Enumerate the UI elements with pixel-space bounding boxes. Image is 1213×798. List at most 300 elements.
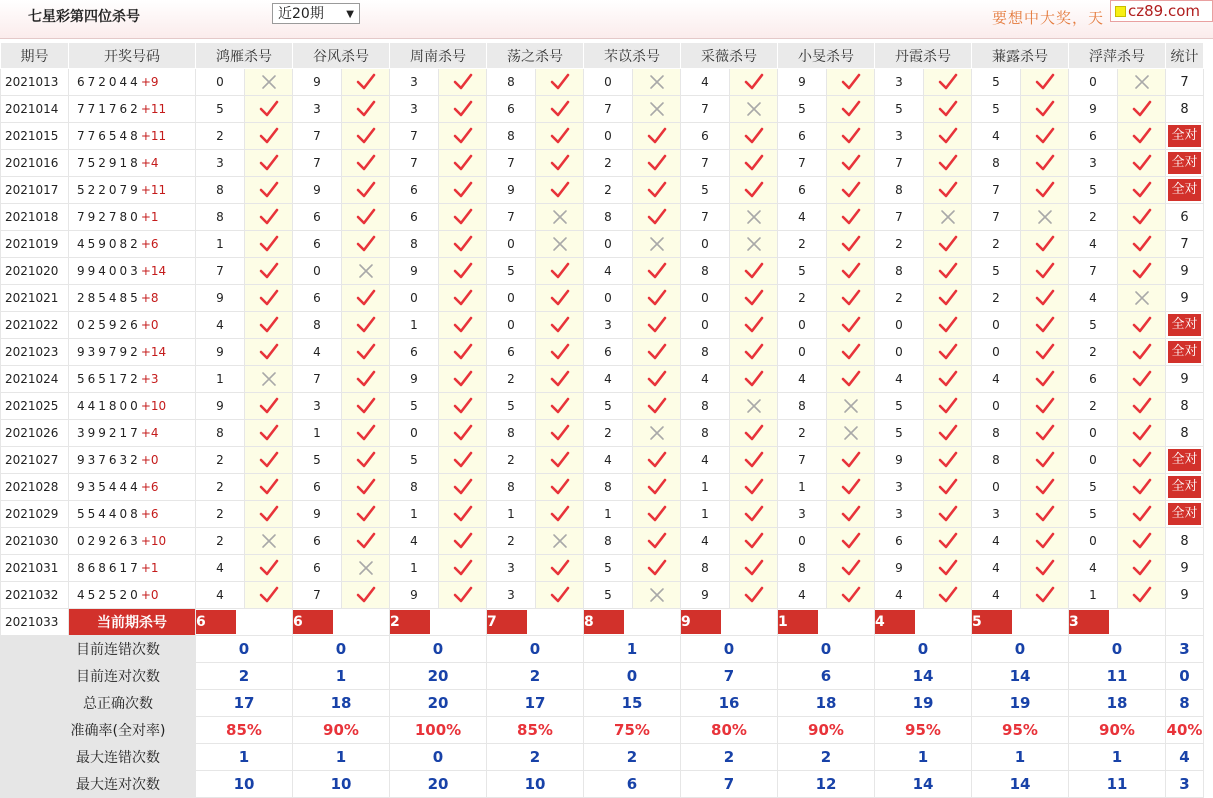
kill-digit: 0 bbox=[390, 420, 439, 447]
kill-digit: 3 bbox=[293, 393, 342, 420]
summary-value: 4 bbox=[1166, 744, 1204, 771]
draw-digits: 935444 bbox=[77, 480, 141, 494]
summary-value: 0 bbox=[681, 636, 778, 663]
kill-digit: 4 bbox=[584, 366, 633, 393]
check-icon bbox=[245, 285, 293, 312]
row-stat-value: 8 bbox=[1180, 425, 1189, 441]
kill-digit: 7 bbox=[972, 177, 1021, 204]
kill-digit: 7 bbox=[584, 96, 633, 123]
kill-digit: 5 bbox=[1069, 474, 1118, 501]
kill-digit: 5 bbox=[972, 258, 1021, 285]
check-icon bbox=[924, 474, 972, 501]
current-stat-cell bbox=[1166, 609, 1204, 636]
check-icon bbox=[730, 285, 778, 312]
kill-digit: 7 bbox=[390, 123, 439, 150]
kill-digit: 2 bbox=[972, 285, 1021, 312]
table-row bbox=[1, 447, 1204, 474]
row-stat bbox=[1166, 555, 1204, 582]
cross-icon bbox=[730, 231, 778, 258]
check-icon bbox=[633, 150, 681, 177]
draw-digits: 776548 bbox=[77, 129, 141, 143]
summary-value: 90% bbox=[778, 717, 875, 744]
summary-value: 90% bbox=[293, 717, 390, 744]
draw-bonus: +6 bbox=[140, 237, 159, 251]
kill-digit: 3 bbox=[875, 69, 924, 96]
summary-value: 95% bbox=[972, 717, 1069, 744]
draw-digits: 522079 bbox=[77, 183, 141, 197]
check-icon bbox=[536, 150, 584, 177]
draw-numbers bbox=[69, 393, 196, 420]
cross-icon bbox=[1118, 285, 1166, 312]
kill-digit: 0 bbox=[681, 231, 730, 258]
kill-digit: 0 bbox=[584, 69, 633, 96]
kill-digit: 7 bbox=[196, 258, 245, 285]
check-icon bbox=[633, 123, 681, 150]
draw-bonus: +1 bbox=[140, 561, 159, 575]
check-icon bbox=[439, 312, 487, 339]
kill-digit: 5 bbox=[584, 582, 633, 609]
page-header bbox=[0, 0, 1213, 39]
column-header: 小旻杀号 bbox=[778, 43, 875, 69]
kill-digit: 5 bbox=[584, 393, 633, 420]
summary-value: 19 bbox=[875, 690, 972, 717]
check-icon bbox=[245, 474, 293, 501]
row-stat bbox=[1166, 582, 1204, 609]
draw-numbers bbox=[69, 447, 196, 474]
table-row bbox=[1, 366, 1204, 393]
kill-digit: 2 bbox=[487, 447, 536, 474]
check-icon bbox=[536, 420, 584, 447]
kill-digit: 2 bbox=[584, 420, 633, 447]
current-kill-cell bbox=[584, 609, 681, 636]
check-icon bbox=[342, 312, 390, 339]
kill-digit: 8 bbox=[875, 258, 924, 285]
draw-digits: 025926 bbox=[77, 318, 141, 332]
draw-numbers bbox=[69, 177, 196, 204]
check-icon bbox=[1021, 123, 1069, 150]
check-icon bbox=[1021, 231, 1069, 258]
check-icon bbox=[536, 582, 584, 609]
summary-value: 1 bbox=[293, 663, 390, 690]
draw-digits: 399217 bbox=[77, 426, 141, 440]
cross-icon bbox=[730, 96, 778, 123]
check-icon bbox=[633, 528, 681, 555]
kill-digit: 2 bbox=[584, 177, 633, 204]
row-stat-value: 9 bbox=[1180, 290, 1189, 306]
draw-digits: 994003 bbox=[77, 264, 141, 278]
summary-row bbox=[1, 744, 1204, 771]
summary-value: 1 bbox=[972, 744, 1069, 771]
draw-bonus: +0 bbox=[140, 318, 159, 332]
kill-digit: 8 bbox=[487, 123, 536, 150]
kill-digit: 9 bbox=[487, 177, 536, 204]
kill-digit: 4 bbox=[681, 69, 730, 96]
kill-digit: 2 bbox=[196, 123, 245, 150]
draw-digits: 752918 bbox=[77, 156, 141, 170]
summary-value: 40% bbox=[1166, 717, 1204, 744]
kill-digit: 4 bbox=[196, 582, 245, 609]
summary-value: 7 bbox=[681, 663, 778, 690]
table-row bbox=[1, 177, 1204, 204]
draw-digits: 937632 bbox=[77, 453, 141, 467]
check-icon bbox=[924, 555, 972, 582]
kill-digit: 7 bbox=[778, 447, 827, 474]
draw-bonus: +6 bbox=[140, 480, 159, 494]
check-icon bbox=[827, 258, 875, 285]
current-kill-digit: 4 bbox=[875, 610, 915, 634]
current-kill-digit: 3 bbox=[1069, 610, 1109, 634]
draw-bonus: +11 bbox=[140, 129, 167, 143]
kill-digit: 0 bbox=[681, 285, 730, 312]
summary-value: 11 bbox=[1069, 663, 1166, 690]
summary-value: 15 bbox=[584, 690, 681, 717]
summary-row bbox=[1, 690, 1204, 717]
kill-digit: 7 bbox=[390, 150, 439, 177]
table-row bbox=[1, 96, 1204, 123]
column-header: 丹霞杀号 bbox=[875, 43, 972, 69]
kill-digit: 8 bbox=[681, 420, 730, 447]
check-icon bbox=[827, 123, 875, 150]
kill-digit: 5 bbox=[293, 447, 342, 474]
issue-number: 2021014 bbox=[1, 96, 69, 123]
row-stat-value: 8 bbox=[1180, 101, 1189, 117]
kill-digit: 3 bbox=[1069, 150, 1118, 177]
check-icon bbox=[342, 69, 390, 96]
draw-numbers bbox=[69, 258, 196, 285]
check-icon bbox=[924, 69, 972, 96]
page-title: 七星彩第四位杀号 bbox=[28, 9, 140, 25]
check-icon bbox=[245, 204, 293, 231]
kill-digit: 8 bbox=[196, 204, 245, 231]
kill-digit: 2 bbox=[196, 501, 245, 528]
kill-digit: 6 bbox=[293, 204, 342, 231]
table-row bbox=[1, 69, 1204, 96]
kill-digit: 3 bbox=[875, 501, 924, 528]
check-icon bbox=[633, 555, 681, 582]
summary-value: 0 bbox=[875, 636, 972, 663]
check-icon bbox=[827, 204, 875, 231]
check-icon bbox=[245, 393, 293, 420]
row-stat-value: 8 bbox=[1180, 398, 1189, 414]
kill-digit: 9 bbox=[293, 501, 342, 528]
kill-digit: 4 bbox=[681, 447, 730, 474]
current-kill-cell bbox=[972, 609, 1069, 636]
current-kill-digit: 2 bbox=[390, 610, 430, 634]
row-stat bbox=[1166, 123, 1204, 150]
draw-numbers bbox=[69, 474, 196, 501]
kill-digit: 0 bbox=[487, 312, 536, 339]
column-header: 蒹露杀号 bbox=[972, 43, 1069, 69]
check-icon bbox=[1021, 312, 1069, 339]
check-icon bbox=[1118, 231, 1166, 258]
check-icon bbox=[439, 150, 487, 177]
kill-digit: 0 bbox=[1069, 420, 1118, 447]
check-icon bbox=[1021, 393, 1069, 420]
summary-value: 90% bbox=[1069, 717, 1166, 744]
kill-digit: 6 bbox=[584, 339, 633, 366]
draw-numbers bbox=[69, 582, 196, 609]
kill-digit: 7 bbox=[778, 150, 827, 177]
summary-value: 0 bbox=[390, 744, 487, 771]
summary-value: 14 bbox=[972, 663, 1069, 690]
summary-value: 85% bbox=[487, 717, 584, 744]
check-icon bbox=[536, 447, 584, 474]
check-icon bbox=[536, 339, 584, 366]
current-kill-cell bbox=[390, 609, 487, 636]
check-icon bbox=[245, 582, 293, 609]
kill-digit: 5 bbox=[875, 393, 924, 420]
check-icon bbox=[342, 420, 390, 447]
kill-digit: 9 bbox=[196, 339, 245, 366]
summary-value: 2 bbox=[681, 744, 778, 771]
kill-digit: 7 bbox=[487, 204, 536, 231]
draw-bonus: +9 bbox=[140, 75, 159, 89]
check-icon bbox=[827, 339, 875, 366]
issue-number: 2021016 bbox=[1, 150, 69, 177]
summary-value: 6 bbox=[778, 663, 875, 690]
kill-digit: 4 bbox=[1069, 555, 1118, 582]
summary-value: 2 bbox=[487, 663, 584, 690]
current-kill-digit: 5 bbox=[972, 610, 1012, 634]
kill-digit: 0 bbox=[972, 339, 1021, 366]
issue-number: 2021025 bbox=[1, 393, 69, 420]
draw-numbers bbox=[69, 312, 196, 339]
kill-digit: 7 bbox=[875, 204, 924, 231]
draw-bonus: +0 bbox=[140, 453, 159, 467]
issue-number: 2021020 bbox=[1, 258, 69, 285]
summary-value: 18 bbox=[778, 690, 875, 717]
kill-digit: 6 bbox=[390, 339, 439, 366]
check-icon bbox=[827, 312, 875, 339]
cross-icon bbox=[633, 582, 681, 609]
summary-value: 1 bbox=[293, 744, 390, 771]
range-select[interactable] bbox=[272, 3, 360, 24]
kill-digit: 5 bbox=[487, 258, 536, 285]
kill-digit: 4 bbox=[778, 204, 827, 231]
kill-digit: 9 bbox=[875, 447, 924, 474]
check-icon bbox=[827, 177, 875, 204]
kill-digit: 5 bbox=[875, 96, 924, 123]
kill-digit: 0 bbox=[681, 312, 730, 339]
cross-icon bbox=[827, 420, 875, 447]
all-correct-badge: 全对 bbox=[1168, 449, 1201, 471]
summary-label: 最大连对次数 bbox=[1, 771, 196, 798]
kill-digit: 6 bbox=[293, 474, 342, 501]
table-row bbox=[1, 285, 1204, 312]
summary-value: 1 bbox=[1069, 744, 1166, 771]
check-icon bbox=[1021, 501, 1069, 528]
kill-digit: 2 bbox=[778, 231, 827, 258]
kill-digit: 5 bbox=[1069, 501, 1118, 528]
current-kill-cell bbox=[778, 609, 875, 636]
check-icon bbox=[342, 447, 390, 474]
issue-number: 2021018 bbox=[1, 204, 69, 231]
summary-value: 1 bbox=[584, 636, 681, 663]
check-icon bbox=[730, 339, 778, 366]
check-icon bbox=[342, 501, 390, 528]
row-stat-value: 6 bbox=[1180, 209, 1189, 225]
kill-digit: 8 bbox=[390, 474, 439, 501]
current-kill-digit: 6 bbox=[196, 610, 236, 634]
check-icon bbox=[633, 204, 681, 231]
column-header: 开奖号码 bbox=[69, 43, 196, 69]
kill-digit: 5 bbox=[1069, 177, 1118, 204]
kill-digit: 4 bbox=[196, 555, 245, 582]
row-stat bbox=[1166, 69, 1204, 96]
summary-value: 17 bbox=[487, 690, 584, 717]
kill-digit: 2 bbox=[875, 285, 924, 312]
check-icon bbox=[536, 177, 584, 204]
kill-digit: 0 bbox=[487, 285, 536, 312]
check-icon bbox=[536, 312, 584, 339]
kill-digit: 8 bbox=[972, 447, 1021, 474]
row-stat bbox=[1166, 501, 1204, 528]
check-icon bbox=[536, 96, 584, 123]
row-stat bbox=[1166, 366, 1204, 393]
kill-digit: 0 bbox=[778, 528, 827, 555]
check-icon bbox=[924, 501, 972, 528]
check-icon bbox=[827, 366, 875, 393]
cross-icon bbox=[730, 204, 778, 231]
check-icon bbox=[342, 285, 390, 312]
current-kill-digit: 1 bbox=[778, 610, 818, 634]
summary-value: 0 bbox=[196, 636, 293, 663]
cross-icon bbox=[342, 555, 390, 582]
check-icon bbox=[827, 501, 875, 528]
cross-icon bbox=[1021, 204, 1069, 231]
check-icon bbox=[730, 582, 778, 609]
check-icon bbox=[1118, 177, 1166, 204]
row-stat bbox=[1166, 231, 1204, 258]
kill-digit: 0 bbox=[778, 339, 827, 366]
check-icon bbox=[1118, 528, 1166, 555]
row-stat-value: 9 bbox=[1180, 371, 1189, 387]
check-icon bbox=[924, 447, 972, 474]
kill-digit: 9 bbox=[778, 69, 827, 96]
all-correct-badge: 全对 bbox=[1168, 152, 1201, 174]
check-icon bbox=[245, 447, 293, 474]
summary-value: 3 bbox=[1166, 636, 1204, 663]
kill-digit: 3 bbox=[390, 69, 439, 96]
row-stat bbox=[1166, 96, 1204, 123]
kill-digit: 4 bbox=[584, 258, 633, 285]
kill-digit: 4 bbox=[875, 582, 924, 609]
summary-value: 0 bbox=[487, 636, 584, 663]
row-stat bbox=[1166, 177, 1204, 204]
kill-digit: 8 bbox=[681, 339, 730, 366]
check-icon bbox=[439, 447, 487, 474]
check-icon bbox=[1021, 96, 1069, 123]
kill-digit: 8 bbox=[487, 474, 536, 501]
issue-number: 2021019 bbox=[1, 231, 69, 258]
kill-digit: 7 bbox=[681, 96, 730, 123]
kill-digit: 8 bbox=[584, 204, 633, 231]
all-correct-badge: 全对 bbox=[1168, 179, 1201, 201]
summary-value: 18 bbox=[293, 690, 390, 717]
check-icon bbox=[924, 312, 972, 339]
cross-icon bbox=[245, 366, 293, 393]
summary-label: 目前连对次数 bbox=[1, 663, 196, 690]
summary-value: 12 bbox=[778, 771, 875, 798]
kill-digit: 5 bbox=[875, 420, 924, 447]
column-header: 谷风杀号 bbox=[293, 43, 390, 69]
issue-number: 2021032 bbox=[1, 582, 69, 609]
summary-value: 2 bbox=[196, 663, 293, 690]
kill-digit: 9 bbox=[390, 258, 439, 285]
table-row bbox=[1, 420, 1204, 447]
check-icon bbox=[924, 258, 972, 285]
check-icon bbox=[924, 123, 972, 150]
check-icon bbox=[1021, 285, 1069, 312]
table-row bbox=[1, 339, 1204, 366]
summary-value: 0 bbox=[972, 636, 1069, 663]
summary-row bbox=[1, 771, 1204, 798]
check-icon bbox=[342, 582, 390, 609]
draw-bonus: +8 bbox=[140, 291, 159, 305]
kill-digit: 2 bbox=[196, 474, 245, 501]
kill-digit: 2 bbox=[487, 528, 536, 555]
kill-digit: 8 bbox=[778, 393, 827, 420]
kill-digit: 4 bbox=[1069, 285, 1118, 312]
row-stat bbox=[1166, 393, 1204, 420]
check-icon bbox=[536, 285, 584, 312]
check-icon bbox=[1021, 69, 1069, 96]
kill-digit: 1 bbox=[196, 366, 245, 393]
draw-numbers bbox=[69, 231, 196, 258]
issue-number: 2021030 bbox=[1, 528, 69, 555]
check-icon bbox=[439, 177, 487, 204]
draw-bonus: +14 bbox=[140, 345, 167, 359]
summary-value: 14 bbox=[875, 771, 972, 798]
draw-digits: 868617 bbox=[77, 561, 141, 575]
column-header: 统计 bbox=[1166, 43, 1204, 69]
draw-digits: 459082 bbox=[77, 237, 141, 251]
kill-digit: 3 bbox=[584, 312, 633, 339]
check-icon bbox=[924, 339, 972, 366]
check-icon bbox=[730, 69, 778, 96]
kill-digit: 2 bbox=[778, 285, 827, 312]
kill-digit: 7 bbox=[1069, 258, 1118, 285]
row-stat-value: 9 bbox=[1180, 560, 1189, 576]
table-row bbox=[1, 204, 1204, 231]
site-badge[interactable] bbox=[1110, 0, 1213, 22]
kill-digit: 2 bbox=[196, 528, 245, 555]
summary-value: 0 bbox=[390, 636, 487, 663]
check-icon bbox=[342, 339, 390, 366]
draw-digits: 285485 bbox=[77, 291, 141, 305]
summary-value: 0 bbox=[1069, 636, 1166, 663]
kill-digit: 5 bbox=[972, 96, 1021, 123]
kill-digit: 5 bbox=[1069, 312, 1118, 339]
issue-number: 2021026 bbox=[1, 420, 69, 447]
kill-digit: 3 bbox=[196, 150, 245, 177]
kill-digit: 8 bbox=[681, 393, 730, 420]
kill-digit: 2 bbox=[487, 366, 536, 393]
kill-digit: 2 bbox=[875, 231, 924, 258]
kill-digit: 3 bbox=[778, 501, 827, 528]
check-icon bbox=[342, 150, 390, 177]
check-icon bbox=[633, 474, 681, 501]
check-icon bbox=[1118, 258, 1166, 285]
kill-digit: 2 bbox=[1069, 393, 1118, 420]
check-icon bbox=[536, 123, 584, 150]
row-stat bbox=[1166, 339, 1204, 366]
issue-number: 2021017 bbox=[1, 177, 69, 204]
kill-digit: 1 bbox=[390, 501, 439, 528]
kill-digit: 4 bbox=[681, 366, 730, 393]
draw-bonus: +6 bbox=[140, 507, 159, 521]
draw-numbers bbox=[69, 339, 196, 366]
